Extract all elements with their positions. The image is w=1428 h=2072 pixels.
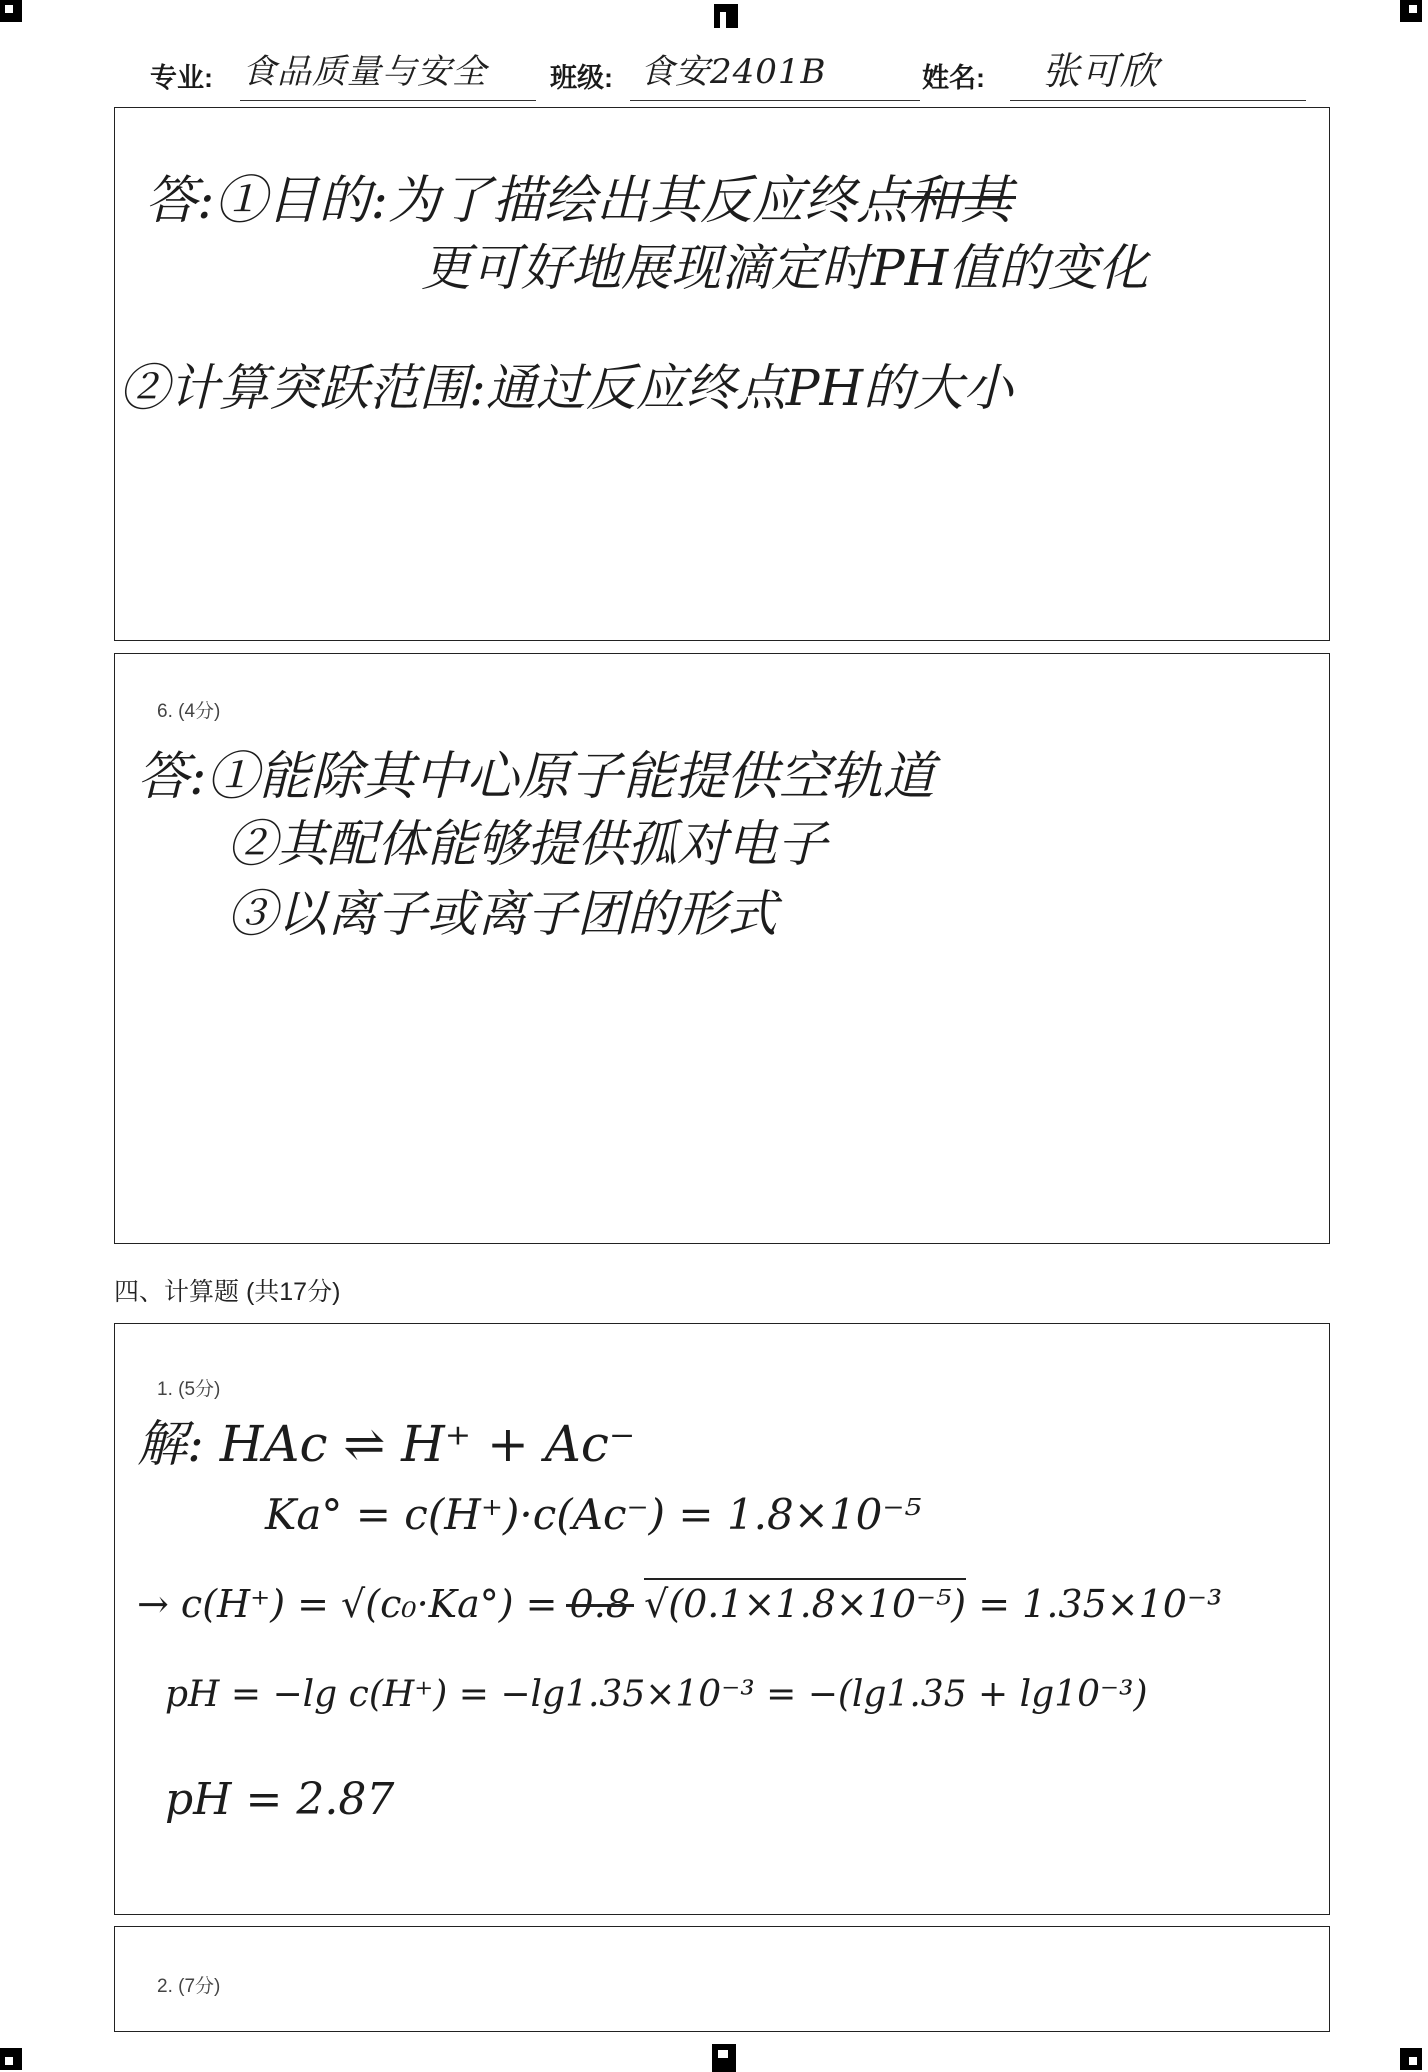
registration-marker-bottom-left (0, 2048, 22, 2070)
solution-text: = 1.35×10⁻³ (966, 1582, 1223, 1626)
question-label: 2. (7分) (157, 1976, 221, 1997)
answer-line: ②计算突跃范围:通过反应终点PH的大小 (119, 359, 1014, 417)
answer-line: ②其配体能够提供孤对电子 (227, 815, 827, 873)
solution-line: pH = 2.87 (165, 1774, 395, 1825)
answer-box-6 (114, 653, 1330, 1244)
answer-box-calc-2 (114, 1926, 1330, 2032)
answer-text: 答:①目的:为了描绘出其反应终点 (145, 171, 909, 231)
major-value: 食品质量与安全 (242, 52, 487, 92)
registration-marker-bottom-center (712, 2044, 736, 2072)
answer-box-5 (114, 107, 1330, 641)
name-label: 姓名: (922, 63, 985, 93)
answer-line: 更可好地展现滴定时PH值的变化 (421, 239, 1149, 297)
answer-line: ③以离子或离子团的形式 (227, 885, 777, 943)
solution-line: 解: HAc ⇌ H⁺ + Ac⁻ (137, 1415, 636, 1473)
solution-line: Ka° = c(H⁺)·c(Ac⁻) = 1.8×10⁻⁵ (265, 1490, 922, 1539)
registration-marker-top-center (714, 4, 738, 28)
solution-line (137, 1582, 1222, 1626)
class-value: 食安2401B (640, 52, 827, 92)
class-underline (630, 100, 920, 101)
registration-marker-top-right (1400, 0, 1422, 22)
registration-marker-bottom-right (1400, 2048, 1422, 2070)
question-label: 6. (4分) (157, 701, 221, 722)
crossed-out-text: 0.8 (569, 1582, 630, 1626)
major-label: 专业: (150, 63, 213, 93)
answer-line (145, 158, 1012, 233)
solution-text: → c(H⁺) = √(c₀·Ka°) = (137, 1582, 570, 1626)
answer-line: 答:①能除其中心原子能提供空轨道 (137, 747, 935, 807)
name-value: 张可欣 (1042, 49, 1160, 93)
solution-line: pH = −lg c(H⁺) = −lg1.35×10⁻³ = −(lg1.35 + lg10⁻³) (165, 1674, 1148, 1715)
section-title: 四、计算题 (共17分) (114, 1278, 341, 1306)
name-underline (1010, 100, 1306, 101)
crossed-out-text: 和其 (908, 158, 1012, 233)
registration-marker-top-left (0, 0, 22, 22)
student-info-header (150, 40, 1320, 110)
question-label: 1. (5分) (157, 1379, 221, 1400)
class-label: 班级: (550, 63, 613, 93)
sqrt-expression: √(0.1×1.8×10⁻⁵) (644, 1578, 966, 1626)
answer-box-calc-1 (114, 1323, 1330, 1915)
major-underline (240, 100, 536, 101)
